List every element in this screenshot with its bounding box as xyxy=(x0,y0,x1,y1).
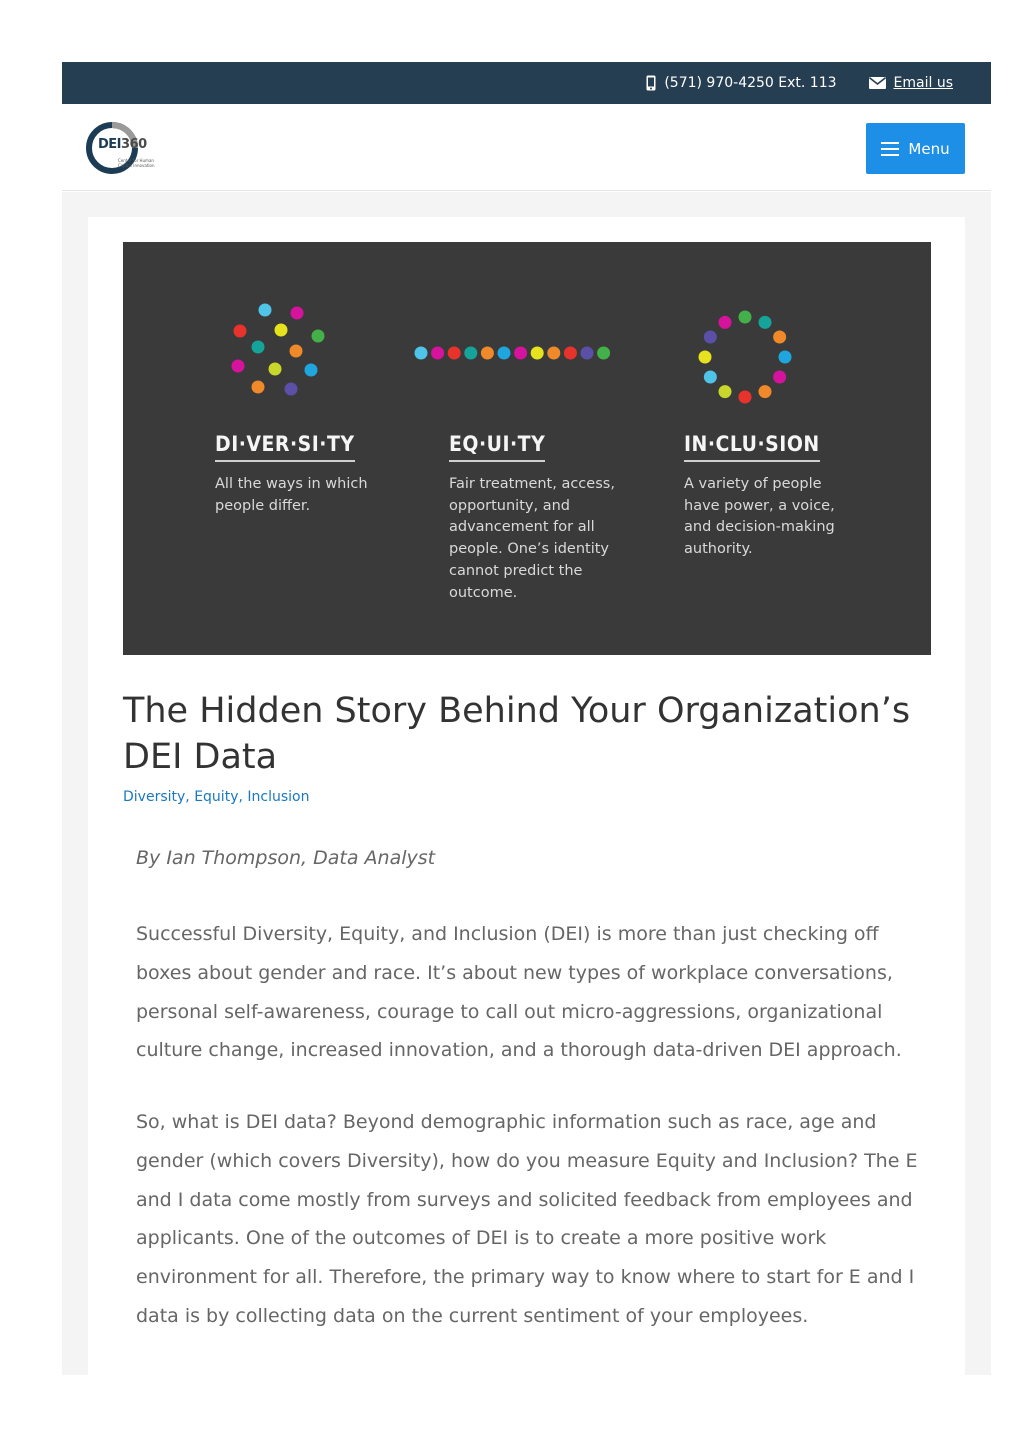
logo-subtext: Center for Human Capital Innovation xyxy=(118,158,155,168)
inclusion-dot xyxy=(699,351,712,364)
inclusion-dot xyxy=(759,316,772,329)
article-byline: By Ian Thompson, Data Analyst xyxy=(136,847,436,869)
equity-column xyxy=(449,432,629,604)
inclusion-column xyxy=(684,432,864,561)
diversity-definition: All the ways in which people differ. xyxy=(215,476,368,514)
category-link-inclusion[interactable]: Inclusion xyxy=(247,789,310,805)
equity-dot xyxy=(597,347,610,360)
equity-dot xyxy=(415,347,428,360)
equity-dot xyxy=(448,347,461,360)
equity-dot xyxy=(498,347,511,360)
top-contact-bar xyxy=(62,62,991,104)
inclusion-dot xyxy=(719,316,732,329)
category-link-equity[interactable]: Equity xyxy=(194,789,239,805)
diversity-heading: DI·VER·SI·TY xyxy=(215,432,355,462)
inclusion-dot xyxy=(704,331,717,344)
inclusion-heading: IN·CLU·SION xyxy=(684,432,820,462)
equity-dot xyxy=(514,347,527,360)
article-paragraph: So, what is DEI data? Beyond demographic information such as race, age and gender (which covers Diversity), how do you measure Equity and Inclusion? The E and I data come mostly from surveys and solicited feedback from employees and applicants. One of the outcomes of DEI is to create a more positive work environment for all. Therefore, the primary way to know where to start for E and I data is by collecting data on the current sentiment of your employees. xyxy=(136,1111,918,1327)
category-link-diversity[interactable]: Diversity xyxy=(123,789,186,805)
diversity-dot xyxy=(285,383,298,396)
phone-number: (571) 970-4250 Ext. 113 xyxy=(664,75,837,91)
equity-definition: Fair treatment, access, opportunity, and advancement for all people. One’s identity cannot predict the outcome. xyxy=(449,476,615,601)
diversity-column xyxy=(215,432,395,517)
email-link[interactable]: Email us xyxy=(893,75,953,91)
contact-links xyxy=(646,62,953,104)
inclusion-dot xyxy=(759,385,772,398)
menu-label: Menu xyxy=(908,139,950,158)
equity-dot xyxy=(481,347,494,360)
inclusion-definition: A variety of people have power, a voice, and decision-making authority. xyxy=(684,476,835,558)
equity-heading: EQ·UI·TY xyxy=(449,432,545,462)
diversity-dot xyxy=(305,364,318,377)
menu-button[interactable] xyxy=(866,123,965,174)
diversity-dot xyxy=(234,325,247,338)
diversity-dot xyxy=(275,324,288,337)
equity-dot xyxy=(581,347,594,360)
diversity-dot xyxy=(252,381,265,394)
logo-wordmark xyxy=(98,137,147,152)
category-separator: , xyxy=(238,789,248,805)
site-header xyxy=(62,104,991,191)
diversity-dot xyxy=(252,341,265,354)
phone-icon xyxy=(646,75,656,91)
envelope-icon xyxy=(869,77,886,89)
equity-dot xyxy=(547,347,560,360)
diversity-dot xyxy=(291,307,304,320)
article-categories xyxy=(123,789,309,805)
category-separator: , xyxy=(185,789,195,805)
inclusion-dot xyxy=(773,371,786,384)
phone-contact[interactable] xyxy=(646,75,836,91)
diversity-dot xyxy=(290,345,303,358)
inclusion-dot xyxy=(739,311,752,324)
diversity-dot xyxy=(232,360,245,373)
site-logo[interactable] xyxy=(86,122,156,174)
equity-dot xyxy=(431,347,444,360)
article-title: The Hidden Story Behind Your Organization’s DEI Data xyxy=(123,691,911,777)
equity-dot xyxy=(464,347,477,360)
hamburger-icon xyxy=(881,142,899,156)
diversity-dot xyxy=(269,363,282,376)
logo-accent: 360 xyxy=(121,137,147,152)
diversity-dot xyxy=(312,330,325,343)
equity-dot xyxy=(564,347,577,360)
equity-dot xyxy=(531,347,544,360)
logo-main: DEI xyxy=(98,137,122,152)
email-contact[interactable] xyxy=(869,75,953,91)
inclusion-dot xyxy=(779,351,792,364)
inclusion-dot xyxy=(719,385,732,398)
inclusion-dot xyxy=(773,331,786,344)
hero-image-dei xyxy=(123,242,931,655)
inclusion-dot xyxy=(739,391,752,404)
diversity-dot xyxy=(259,304,272,317)
article-paragraph: Successful Diversity, Equity, and Inclusion (DEI) is more than just checking off boxes about gender and race. It’s about new types of workplace conversations, personal self-awareness, courage to call out micro-aggressions, organizational culture change, increased innovation, and a thorough data-driven DEI approach. xyxy=(136,923,902,1062)
inclusion-dot xyxy=(704,371,717,384)
